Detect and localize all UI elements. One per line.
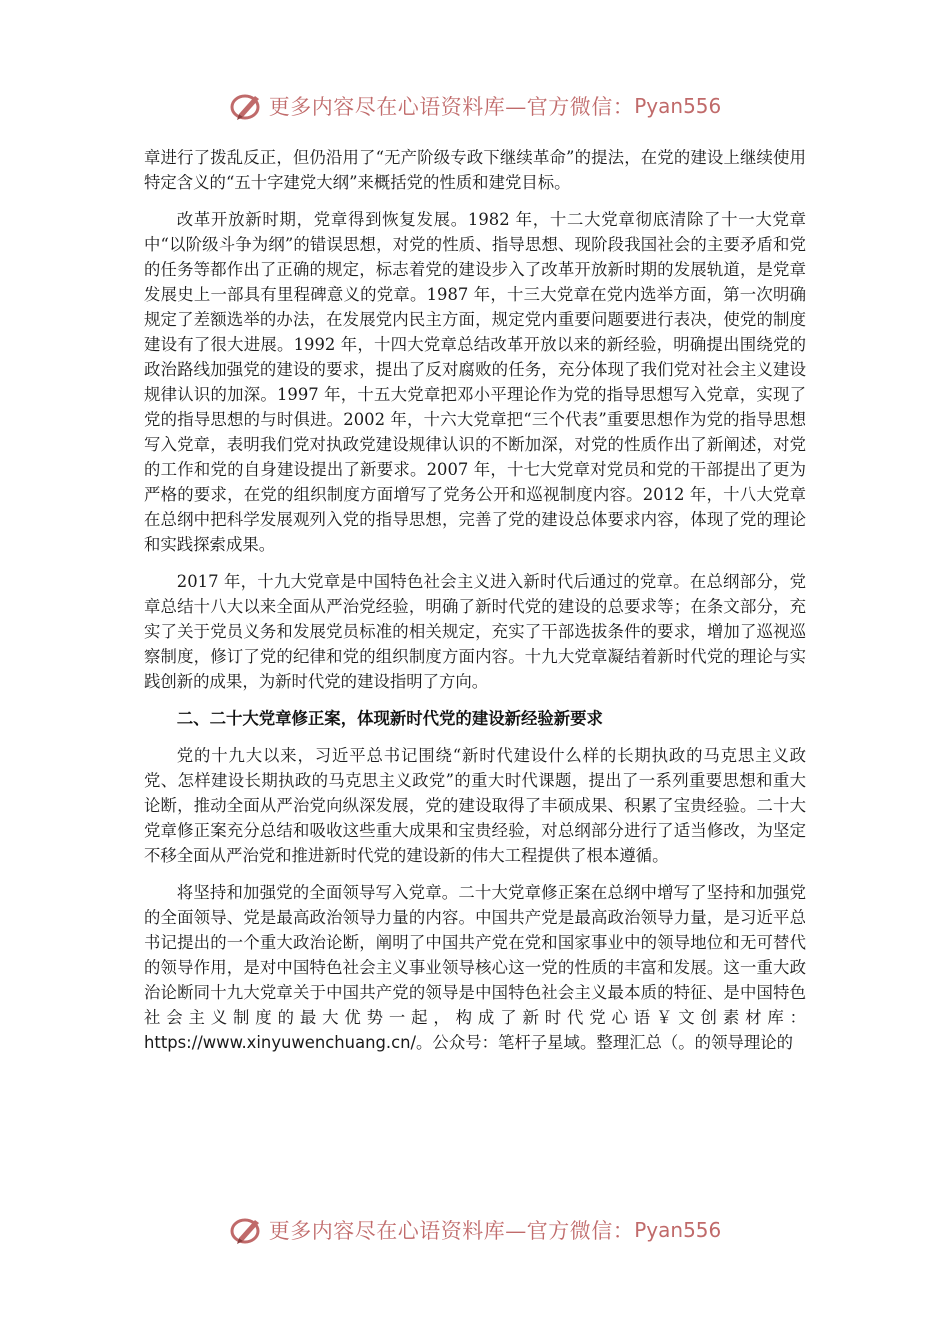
watermark-banner-top (0, 86, 950, 126)
paragraph-party-leadership-tail: 。公众号：笔杆子星域。整理汇总（。的领导理论的 (416, 1033, 794, 1052)
watermark-text: 更多内容尽在心语资料库—官方微信： (268, 95, 635, 119)
paragraph-party-leadership (144, 880, 806, 1055)
paragraph-reform-era: 改革开放新时期，党章得到恢复发展。1982 年，十二大党章彻底清除了十一大党章中“以阶级斗争为纲”的错误思想，对党的性质、指导思想、现阶段我国社会的主要矛盾和党的任务等都作出了正确的规定，标志着党的建设步入了改革开放新时期的发展轨道，是党章发展史上一部具有里程碑意义的党章。1987 年，十三大党章在党内选举方面，第一次明确规定了差额选举的办法，在发展党内民主方面，规定党内重要问题要进行表决，使党的制度建设有了很大进展。1992 年，十四大党章总结改革开放以来的新经验，明确提出围绕党的政治路线加强党的建设的要求，提出了反对腐败的任务，充分体现了我们党对社会主义建设规律认识的加深。1997 年，十五大党章把邓小平理论作为党的指导思想写入党章，实现了党的指导思想的与时俱进。2002 年，十六大党章把“三个代表”重要思想作为党的指导思想写入党章，表明我们党对执政党建设规律认识的不断加深，对党的性质作出了新阐述，对党的工作和党的自身建设提出了新要求。2007 年，十七大党章对党员和党的干部提出了更为严格的要求，在党的组织制度方面增写了党务公开和巡视制度内容。2012 年，十八大党章在总纲中把科学发展观列入党的指导思想，完善了党的建设总体要求内容，体现了党的理论和实践探索成果。 (144, 210, 806, 554)
section-heading: 二、二十大党章修正案，体现新时代党的建设新经验新要求 (176, 709, 603, 728)
watermark-text: 更多内容尽在心语资料库—官方微信： (268, 1219, 635, 1243)
paragraph-continued: 章进行了拨乱反正，但仍沿用了“无产阶级专政下继续革命”的提法，在党的建设上继续使用特定含义的“五十字建党大纲”来概括党的性质和建党目标。 (144, 148, 806, 192)
watermark-banner-bottom (0, 1210, 950, 1250)
paragraph-party-leadership-text: 将坚持和加强党的全面领导写入党章。二十大党章修正案在总纲中增写了坚持和加强党的全面领导、党是最高政治领导力量的内容。中国共产党是最高政治领导力量，是习近平总书记提出的一个重大政治论断，阐明了中国共产党在党和国家事业中的领导地位和无可替代的领导作用，是对中国特色社会主义事业领导核心这一党的性质的丰富和发展。这一重大政治论断同十九大党章关于中国共产党的领导是中国特色社会主义最本质的特征、是中国特色社会主义制度的最大优势一起，构成了新时代党心语￥文创素材库： (144, 883, 806, 1027)
watermark-wechat-id: Pyan556 (634, 94, 722, 118)
pen-logo-icon (229, 88, 265, 124)
pen-logo-icon (229, 1212, 265, 1248)
paragraph-19th-congress: 2017 年，十九大党章是中国特色社会主义进入新时代后通过的党章。在总纲部分，党章总结十八大以来全面从严治党经验，明确了新时代党的建设的总要求等；在条文部分，充实了关于党员义务和发展党员标准的相关规定，充实了干部选拔条件的要求，增加了巡视巡察制度，修订了党的纪律和党的组织制度方面内容。十九大党章凝结着新时代党的理论与实践创新的成果，为新时代党的建设指明了方向。 (144, 572, 806, 691)
watermark-wechat-id: Pyan556 (634, 1218, 722, 1242)
paragraph-since-19th: 党的十九大以来，习近平总书记围绕“新时代建设什么样的长期执政的马克思主义政党、怎样建设长期执政的马克思主义政党”的重大时代课题，提出了一系列重要思想和重大论断，推动全面从严治党向纵深发展，党的建设取得了丰硕成果、积累了宝贵经验。二十大党章修正案充分总结和吸收这些重大成果和宝贵经验，对总纲部分进行了适当修改，为坚定不移全面从严治党和推进新时代党的建设新的伟大工程提供了根本遵循。 (144, 746, 806, 865)
website-link[interactable]: https://www.xinyuwenchuang.cn/ (144, 1033, 417, 1052)
document-body (144, 145, 806, 1067)
